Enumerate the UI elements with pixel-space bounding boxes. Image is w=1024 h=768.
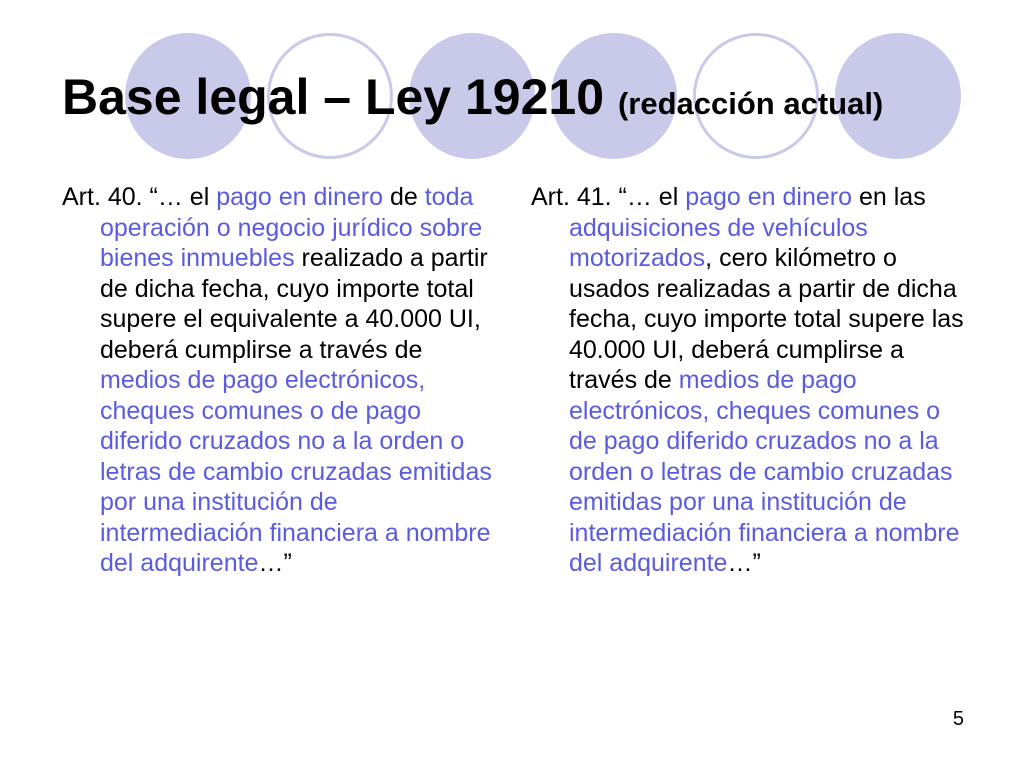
title-main: Base legal – Ley 19210 [62,69,605,125]
text-segment: Art. 41. “… el [531,183,686,211]
article-41-column [531,182,971,579]
article-40-column [62,182,502,579]
highlighted-segment: pago en dinero [216,183,384,211]
text-segment: …” [258,549,292,577]
highlighted-segment: medios de pago electrónicos, cheques comunes o de pago diferido cruzados no a la orden o letras de cambio cruzadas emitidas por una institución de intermediación financiera a nombre del adquirente [569,366,960,577]
slide-title [62,69,884,125]
highlighted-segment: adquisiciones de vehículos motorizados [569,213,868,272]
article-41-text [531,182,971,579]
text-segment: de [383,183,425,211]
text-segment: Art. 40. “… el [62,183,217,211]
text-segment: …” [727,549,761,577]
text-segment: en las [852,183,926,211]
title-subtitle: (redacción actual) [617,86,884,121]
page-number: 5 [952,708,964,730]
text-segment: realizado a partir de dicha fecha, cuyo importe total supere el equivalente a 40.000 UI, deberá cumplirse a través de [100,244,488,364]
text-segment: , cero kilómetro o usados realizadas a partir de dicha fecha, cuyo importe total supere las 40.000 UI, deberá cumplirse a través de [569,244,964,394]
highlighted-segment: toda operación o negocio jurídico sobre bienes inmuebles [100,183,483,272]
highlighted-segment: pago en dinero [685,183,853,211]
highlighted-segment: medios de pago electrónicos, cheques comunes o de pago diferido cruzados no a la orden o letras de cambio cruzadas emitidas por una institución de intermediación financiera a nombre del adquirente [100,366,492,577]
article-40-text [62,182,502,579]
